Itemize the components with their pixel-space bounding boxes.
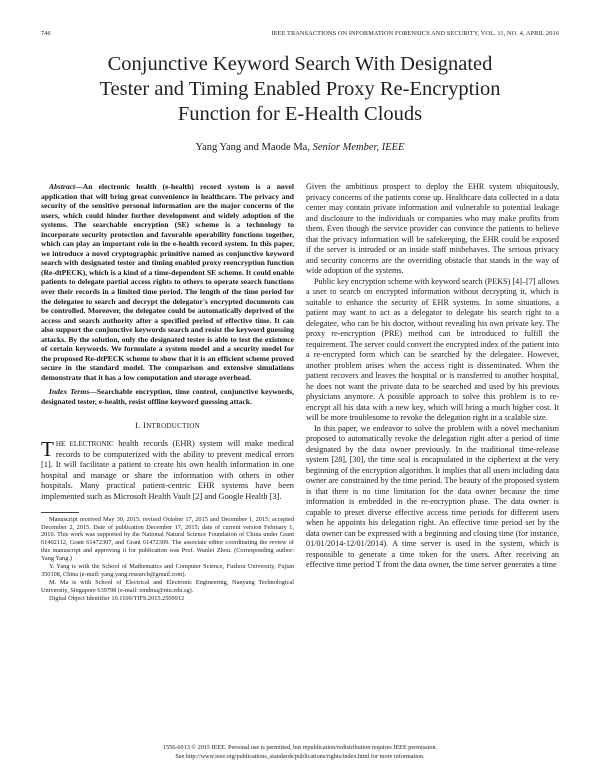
section-title-rest: NTRODUCTION — [146, 421, 201, 430]
paper-title — [40, 52, 560, 127]
index-terms-dash: — — [89, 387, 97, 397]
footer-line-1: 1556-6013 © 2015 IEEE. Personal use is permitted, but republication/redistribution requires IEEE permission. — [163, 744, 437, 751]
index-terms — [41, 387, 294, 406]
body-paragraph-3: In this paper, we endeavor to solve the problem with a novel mechanism proposed to automatically revoke the delegation right after a period of time designated by the data owner previously. In the traditional time-release system [28], [30], the time seal is encapsulated in the ciphertext at the very beginning of the encryption algorithm. It implies that all users including data owner are constrained by the time period. The beauty of the proposed system is that there is no time limitation for the data owner because the time information is embedded in the re-encryption phase. The data owner is capable to preset diverse effective access time periods for different users when he appoints his delegation right. An effective time period set by the data owner can be expressed with a beginning and closing time (for instance, 01/01/2014-12/01/2014). A time server is used in the system, which is responsible to generate a time token for the users. After receiving an effective time period T from the data owner, the time server generates a time — [306, 423, 559, 569]
left-column — [41, 182, 294, 603]
footnote-doi: Digital Object Identifier 10.1109/TIFS.2015.2509912 — [49, 594, 185, 602]
section-number: I. — [134, 419, 141, 430]
body-paragraph-2: Public key encryption scheme with keyword search (PEKS) [4]–[7] allows a user to search on encrypted information without decrypting it, which is suitable to enhance the security of EHR systems. In some situations, a patient may want to act as a delegator to delegate his search right to a delegatee, who can be his doctor, without revealing his own private key. The proxy re-encryption (PRE) method can be introduced to fulfill the requirement. The server could convert the encrypted index of the patient into a re-encrypted form which can be searched by the delegatee. However, another problem arises when the access right is disseminated. When the patient recovers and leaves the hospital or is transferred to another hospital, he does not want the private data to be searched and used by his previous physicians anymore. A possible approach to solve this problem is to re-encrypt all his data with a new key, which will bring a much higher cost. It will be more troublesome to revoke the delegation right in a scalable size. — [306, 276, 559, 422]
abstract-dash: — — [75, 182, 83, 191]
author-role: Senior Member, IEEE — [312, 142, 405, 153]
body-paragraph-1: Given the ambitious prospect to deploy the EHR system ubiquitously, privacy concerns of the patients come up. Healthcare data collected in a data center may contain private information and vulnerable to potential leakage and disclosure to the individuals or companies who may make profits from them. Even though the service provider can convince the patients to believe that the privacy information will be safekeeping, the EHR could be exposed if the server is intruded or an inside staff misbehaves. The serious privacy and security concerns are the overriding obstacle that stands in the way of wide adoption of the systems. — [306, 182, 559, 275]
footnote-author-1: Y. Yang is with the School of Mathematics and Computer Science, Fuzhou University, Fujian 350108, China (e-mail: yang.yang.research@gmail.com). — [41, 563, 294, 578]
author-line — [40, 142, 560, 153]
abstract-label: Abstract — [49, 182, 76, 191]
title-line-1: Conjunctive Keyword Search With Designated — [107, 53, 493, 75]
copyright-footer — [40, 744, 560, 761]
intro-paragraph — [41, 439, 294, 503]
footnote-manuscript: Manuscript received May 30, 2015; revised October 17, 2015 and December 1, 2015; accepted December 2, 2015. Date of publication December 17, 2015; date of current version February 1, 2016. This work was supported by the National Natural Science Foundation of China under Grant 61402112, Grant 61472307, and Grant 61472309. The associate editor coordinating the review of this manuscript and approving it for publication was Prof. Wanlei Zhou. (Corresponding author: Yang Yang.) — [41, 515, 294, 563]
drop-cap: T — [41, 437, 54, 462]
footer-line-2: See http://www.ieee.org/publications_standards/publications/rights/index.html for more information. — [175, 752, 425, 760]
journal-name: IEEE TRANSACTIONS ON INFORMATION FORENSICS AND SECURITY, VOL. 11, NO. 4, APRIL 2016 — [271, 30, 559, 37]
page-number: 746 — [41, 30, 51, 37]
right-column — [306, 182, 559, 571]
index-terms-label: Index Terms — [49, 387, 90, 397]
footnote-author-2: M. Ma is with School of Electrical and Electronic Engineering, Nanyang Technological University, Singapore 639798 (e-mail: emdma@ntu.edu.sg). — [41, 578, 294, 594]
footnote-rule — [41, 512, 79, 513]
abstract-text: An electronic health (e-health) record system is a novel application that will bring great convenience in healthcare. The privacy and security of the sensitive personal information are the major concerns of the users, which could hinder further development and widely adoption of the systems. The searchable encryption (SE) scheme is a technology to incorporate security protection and favorable operability functions together, which can play an important role in the e-health record system. In this paper, we introduce a novel cryptographic primitive named as conjunctive keyword search with designated tester and timing enabled proxy reencryption function (Re-dtPECK), which is a kind of a time-dependent SE scheme. It could enable patients to delegate partial access rights to others to operate search functions over their records in a limited time period. The length of the time period for the delegatee to search and decrypt the delegator's encrypted documents can be controlled. Moreover, the delegatee could be automatically deprived of the access and search authority after a specified period of effective time. It can also support the conjunctive keywords search and resist the keyword guessing attacks. By the solution, only the designated tester is able to test the existence of certain keywords. We formulate a system model and a security model for the proposed Re-dtPECK scheme to show that it is an efficient scheme proved secure in the standard model. The comparison and extensive simulations demonstrate that it has a low computation and storage overhead. — [41, 182, 294, 382]
abstract — [41, 182, 294, 382]
running-header — [41, 30, 559, 42]
section-heading — [41, 420, 294, 432]
intro-text: health records (EHR) system will make medical records to be computerized with the ability to prevent medical errors [1]. It will facilitate a patient to create his own health information in one hospital and manage or share the information with others in other hospitals. Many practical patient-centric EHR systems have been implemented such as Microsoft Health Vault [2] and Google Health [3]. — [41, 439, 294, 502]
index-terms-text: Searchable encryption, time control, conjunctive keywords, designated tester, e-health, resist offline keyword guessing attack. — [41, 387, 295, 407]
title-line-3: Function for E-Health Clouds — [177, 103, 423, 125]
title-line-2: Tester and Timing Enabled Proxy Re-Encryption — [99, 78, 501, 100]
author-names: Yang Yang and Maode Ma, — [195, 142, 310, 153]
section-first-letter: I — [143, 419, 147, 430]
intro-caps: HE ELECTRONIC — [55, 440, 114, 449]
